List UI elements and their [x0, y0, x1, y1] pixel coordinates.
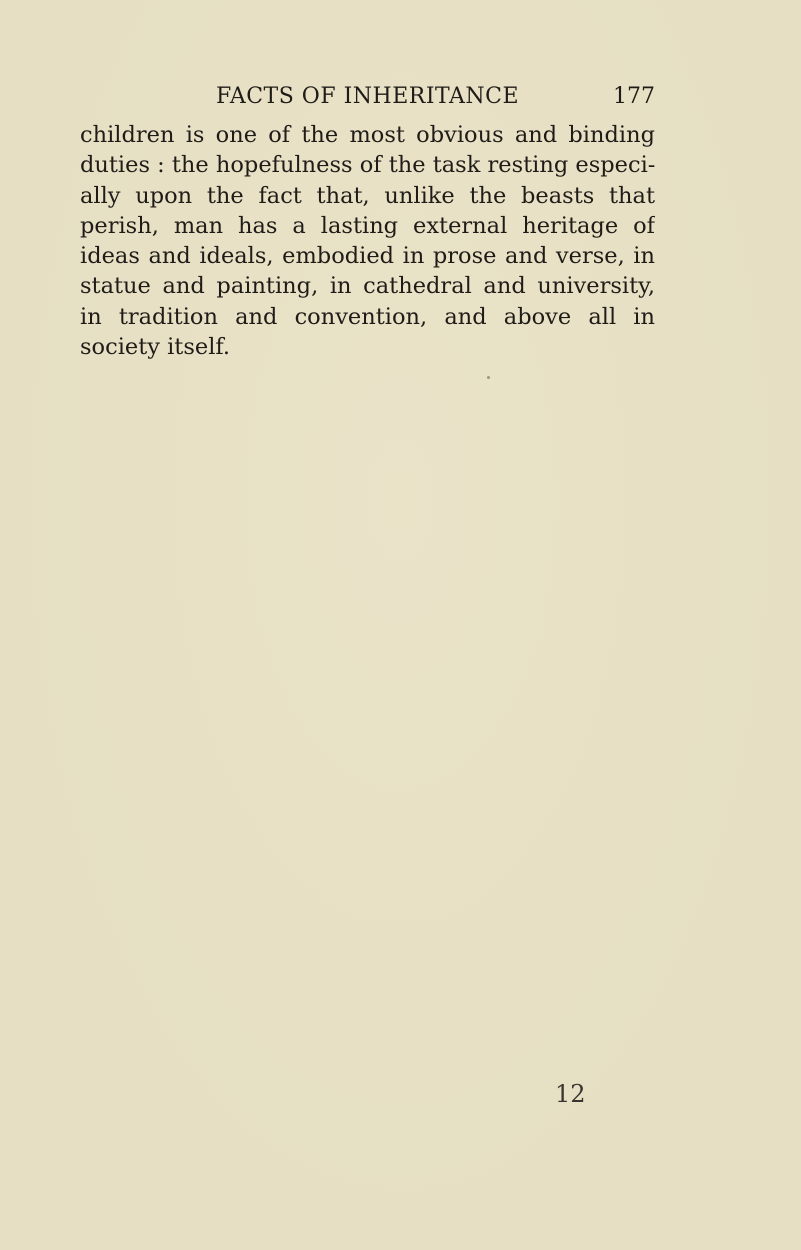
- text-line: ally upon the fact that, unlike the beasts that: [80, 182, 655, 209]
- text-line: society itself.: [80, 334, 231, 361]
- paragraph: [80, 120, 655, 362]
- text-line: ideas and ideals, embodied in prose and verse, in: [80, 243, 655, 270]
- running-head: [80, 84, 655, 114]
- text-line: in tradition and convention, and above all in: [80, 303, 655, 330]
- text-line: duties : the hopefulness of the task resting especi-: [80, 152, 655, 179]
- running-title: FACTS OF INHERITANCE: [215, 84, 520, 109]
- text-line: statue and painting, in cathedral and university,: [80, 273, 655, 300]
- text-line: children is one of the most obvious and binding: [80, 122, 655, 148]
- signature-mark: 12: [555, 1080, 586, 1108]
- page-number: 177: [613, 84, 655, 109]
- paper-speck: [487, 376, 490, 379]
- text-line: perish, man has a lasting external heritage of: [80, 212, 655, 239]
